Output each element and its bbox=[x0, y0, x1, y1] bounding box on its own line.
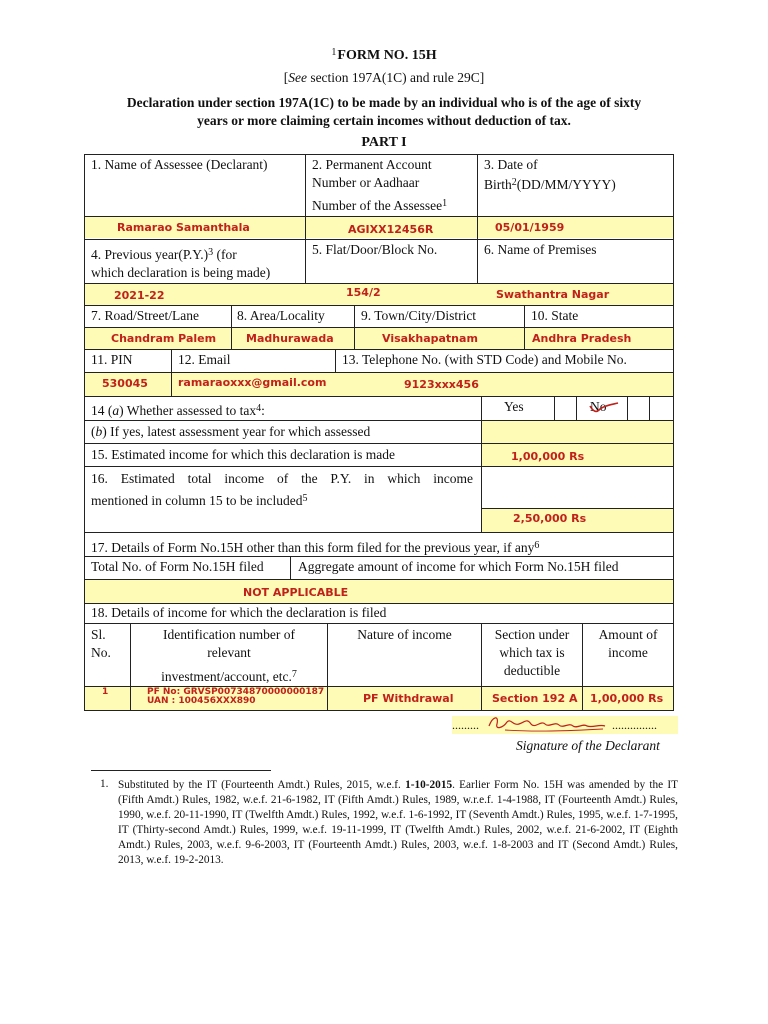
label-email: 12. Email bbox=[178, 352, 231, 367]
footnote-number: 1. bbox=[100, 778, 109, 790]
column-identification: Identification number of relevant investment/account, etc.$^7$ bbox=[161, 627, 297, 684]
declaration-heading: Declaration under section 197A(1C) to be made by an individual who is of the age of sixty years or more claiming certain incomes without deduction of tax. bbox=[126, 95, 642, 128]
value-pin: 530045 bbox=[102, 377, 148, 390]
column-section: Section under which tax is deductible bbox=[494, 627, 570, 678]
value-previous-year: 2021-22 bbox=[114, 289, 165, 302]
column-amount: Amount of income bbox=[598, 627, 658, 660]
value-dob: 05/01/1959 bbox=[495, 221, 565, 234]
value-pan: AGIXX12456R bbox=[348, 223, 434, 236]
value-row-amount: 1,00,000 Rs bbox=[590, 692, 664, 705]
form-title: $^1$FORM NO. 15H bbox=[331, 47, 437, 63]
value-premises: Swathantra Nagar bbox=[496, 288, 610, 301]
value-band-row4 bbox=[85, 372, 673, 396]
footnote-text: Substituted by the IT (Fourteenth Amdt.) Rules, 2015, w.e.f. 1-10-2015. Earlier Form No. 15H was amended by the IT (Fifth Amdt.) Rules, 1982, w.e.f. 21-6-1982, IT (Fifth Amdt.) Rules, 1989, w.r.e.f. 1-4-1988, IT (Fourteenth Amdt.) Rules, 1990, w.e.f. 20-11-1990, IT (Twelfth Amdt.) Rules, 1992, w.e.f. 1-6-1992, IT (Seventh Amdt.) Rules, 1995, w.e.f. 1-7-1995, IT (Thirty-second Amdt.) Rules, 1999, w.e.f. 19-11-1999, IT (Twelfth Amdt.) Rules, 2002, w.e.f. 21-6-2002, IT (Eighth Amdt.) Rules, 2003, w.e.f. 9-6-2003, IT (Fourteenth Amdt.) Rules, 2003, w.e.f. 1-8-2003 and IT (Second Amdt.) Rules, 2013, w.e.f. 19-2-2013. bbox=[118, 779, 678, 866]
label-premises: 6. Name of Premises bbox=[484, 242, 597, 257]
label-road: 7. Road/Street/Lane bbox=[91, 308, 199, 323]
value-row-section: Section 192 A bbox=[492, 692, 578, 705]
footnote-divider bbox=[91, 770, 271, 771]
label-no: No bbox=[590, 399, 607, 414]
value-row-identification: PF No: GRVSP00734870000000187 UAN : 100456XXX890 bbox=[147, 687, 325, 706]
value-band-assessed bbox=[481, 420, 673, 444]
label-dob: 3. Date of Birth$^2$(DD/MM/YYYY) bbox=[484, 157, 616, 192]
signature-dots-left: ......... bbox=[452, 718, 479, 732]
value-road: Chandram Palem bbox=[111, 332, 217, 345]
label-previous-year: 4. Previous $year(P.Y.)^3$ (for which declaration is being made) bbox=[91, 247, 271, 280]
value-not-applicable: NOT APPLICABLE bbox=[243, 586, 349, 599]
value-state: Andhra Pradesh bbox=[532, 332, 632, 345]
label-estimated-income: 15. Estimated income for which this declaration is made bbox=[91, 447, 396, 462]
label-area: 8. Area/Locality bbox=[237, 308, 325, 323]
label-other-forms: 17. Details of Form No.15H other than this form filed for the previous year, if any$^6$ bbox=[91, 540, 540, 555]
form-subtitle: [See section 197A(1C) and rule 29C] bbox=[283, 70, 485, 85]
label-total-income: 16. Estimated total income of the P.Y. in which income mentioned in column 15 to be included$^5$ bbox=[91, 471, 473, 508]
label-income-details: 18. Details of income for which the declaration is filed bbox=[91, 605, 387, 620]
label-total-forms: Total No. of Form No.15H filed bbox=[91, 559, 264, 574]
value-total-income: 2,50,000 Rs bbox=[513, 512, 587, 525]
signature-scribble bbox=[485, 712, 615, 734]
part-heading: PART I bbox=[361, 135, 407, 150]
value-flat: 154/2 bbox=[346, 286, 381, 299]
label-phone: 13. Telephone No. (with STD Code) and Mobile No. bbox=[342, 352, 627, 367]
column-sl-no: Sl. No. bbox=[91, 627, 111, 660]
value-row-sl: 1 bbox=[102, 687, 109, 697]
label-assessed-to-tax: 14 (a) Whether assessed to tax$^4$: bbox=[91, 403, 265, 418]
column-nature: Nature of income bbox=[357, 627, 452, 642]
no-tick-icon bbox=[588, 400, 624, 414]
value-name: Ramarao Samanthala bbox=[117, 221, 250, 234]
label-town: 9. Town/City/District bbox=[361, 308, 477, 323]
label-name: 1. Name of Assessee (Declarant) bbox=[91, 157, 268, 172]
signature-dots-right: ............... bbox=[612, 718, 657, 732]
value-row-nature: PF Withdrawal bbox=[363, 692, 454, 705]
label-aggregate-amount: Aggregate amount of income for which Form No.15H filed bbox=[298, 559, 619, 574]
label-state: 10. State bbox=[531, 308, 579, 323]
value-area: Madhurawada bbox=[246, 332, 334, 345]
value-email: ramaraoxxx@gmail.com bbox=[178, 376, 327, 389]
label-yes: Yes bbox=[504, 399, 524, 414]
value-estimated-income: 1,00,000 Rs bbox=[511, 450, 585, 463]
label-flat: 5. Flat/Door/Block No. bbox=[312, 242, 438, 257]
label-pin: 11. PIN bbox=[91, 352, 133, 367]
value-town: Visakhapatnam bbox=[382, 332, 478, 345]
value-band-na bbox=[85, 579, 673, 603]
value-phone: 9123xxx456 bbox=[404, 378, 479, 391]
signature-label: Signature of the Declarant bbox=[516, 738, 660, 753]
label-latest-assessment: (b) If yes, latest assessment year for which assessed bbox=[91, 424, 371, 439]
label-pan: 2. Permanent Account Number or Aadhaar Number of the Assessee$^1$ bbox=[312, 157, 448, 213]
title-footnote-mark: 1 bbox=[331, 47, 337, 58]
